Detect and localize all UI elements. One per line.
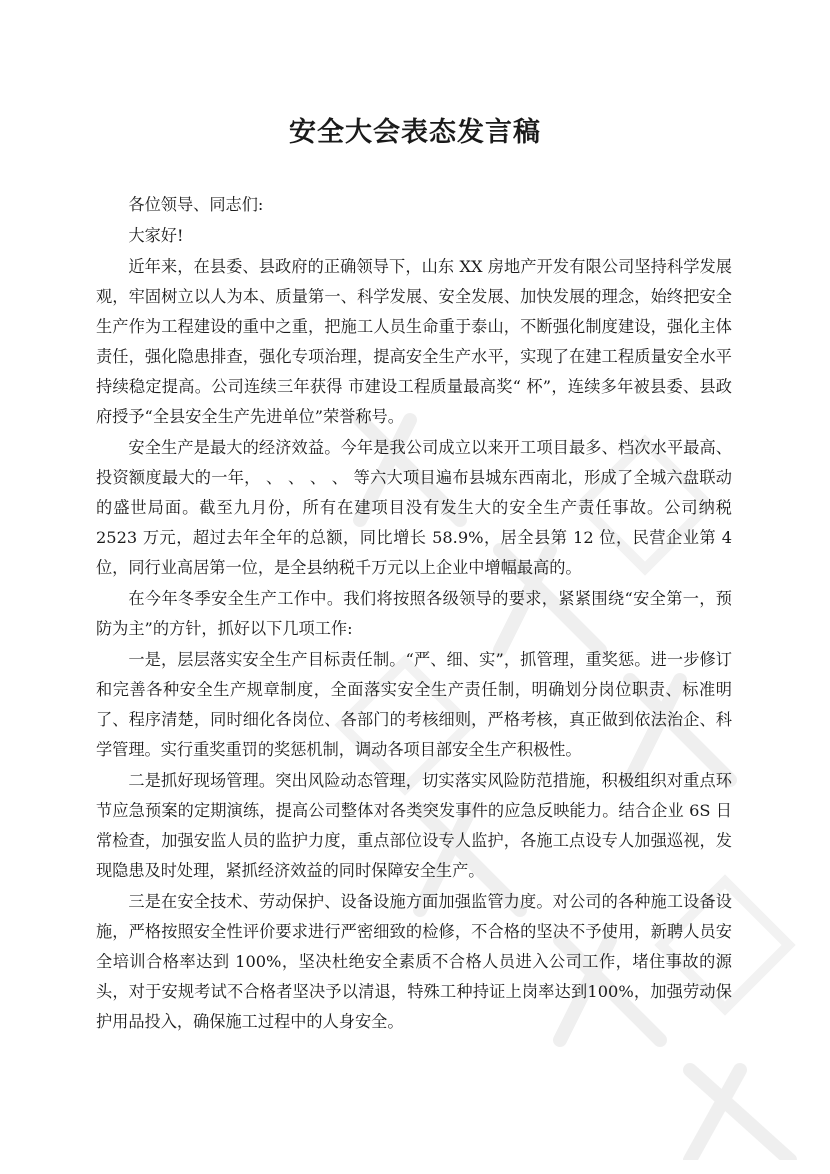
greeting-line: 各位领导、同志们: xyxy=(128,195,264,214)
paragraph-point-two: 二是抓好现场管理。突出风险动态管理，切实落实风险防范措施，积极组织对重点环节应急预案的定期演练，提高公司整体对各类突发事件的应急反映能力。结合企业 6S 日常检查，加强安监人员的监护力度，重点部位设专人监护，各施工点设专人加强巡视，发现隐患及时处理，紧抓经济效益的同时保障安全生产。 xyxy=(96,771,732,880)
paragraph-economic-benefit: 安全生产是最大的经济效益。今年是我公司成立以来开工项目最多、档次水平最高、投资额度最大的一年， 、 、 、 、 等六大项目遍布县城东西南北，形成了全城六盘联动的盛世局面。截至九月份，所有在建项目没有发生大的安全生产责任事故。公司纳税 2523 万元，超过去年全年的总额，同比增长 58.9%，居全县第 12 位，民营企业第 4 位，同行业高居第一位，是全县纳税千万元以上企业中增幅最高的。 xyxy=(96,438,732,577)
document-body xyxy=(96,190,732,1038)
paragraph-point-three: 三是在安全技术、劳动保护、设备设施方面加强监管力度。对公司的各种施工设备设施，严格按照安全性评价要求进行严密细致的检修，不合格的坚决不予使用，新聘人员安全培训合格率达到 100%，坚决杜绝安全素质不合格人员进入公司工作，堵住事故的源头，对于安规考试不合格者坚决予以清退，特殊工种持证上岗率达到100%，加强劳动保护用品投入，确保施工过程中的人身安全。 xyxy=(96,892,732,1031)
paragraph-intro: 近年来，在县委、县政府的正确领导下，山东 XX 房地产开发有限公司坚持科学发展观，牢固树立以人为本、质量第一、科学发展、安全发展、加快发展的理念，始终把安全生产作为工程建设的重中之重，把施工人员生命重于泰山，不断强化制度建设，强化主体责任，强化隐患排查，强化专项治理，提高安全生产水平，实现了在建工程质量安全水平持续稳定提高。公司连续三年获得 市建设工程质量最高奖“ 杯”，连续多年被县委、县政府授予“全县安全生产先进单位”荣誉称号。 xyxy=(96,257,732,426)
salutation-line: 大家好! xyxy=(128,226,184,245)
paragraph-winter-work: 在今年冬季安全生产工作中。我们将按照各级领导的要求，紧紧围绕“安全第一，预防为主”的方针，抓好以下几项工作: xyxy=(96,589,732,638)
document-title: 安全大会表态发言稿 xyxy=(289,117,541,148)
paragraph-point-one: 一是，层层落实安全生产目标责任制。“严、细、实”，抓管理，重奖惩。进一步修订和完善各种安全生产规章制度，全面落实安全生产责任制，明确划分岗位职责、标准明了、程序清楚，同时细化各岗位、各部门的考核细则，严格考核，真正做到依法治企、科学管理。实行重奖重罚的奖惩机制，调动各项目部安全生产积极性。 xyxy=(96,650,732,759)
